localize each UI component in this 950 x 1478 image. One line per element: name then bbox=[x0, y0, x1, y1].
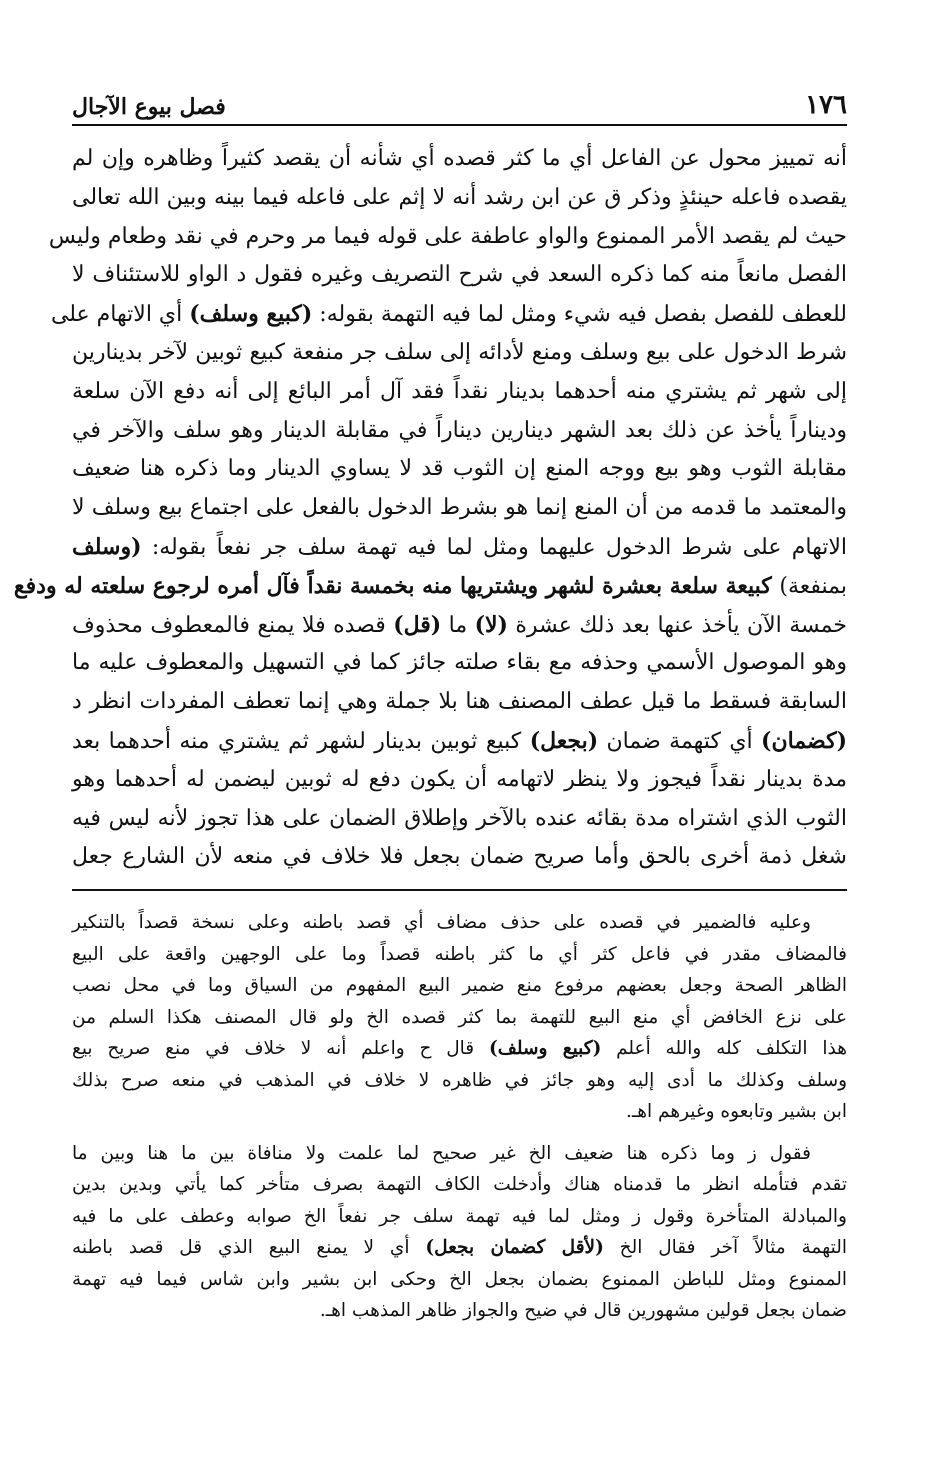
footnote-line: الممنوع ومثل للباطن الممنوع بضمان بجعل الخ وحكى ابن بشير وابن شاس فيما فيه تهمة bbox=[72, 1268, 847, 1290]
main-text-line: بمنفعة) كبيعة سلعة بعشرة لشهر ويشتريها منه بخمسة نقداً فآل أمره لرجوع سلعته له ودفع bbox=[13, 572, 847, 599]
bold-phrase: (كبيع وسلف) bbox=[488, 1038, 602, 1060]
main-text-line: خمسة الآن يأخذ عنها بعد ذلك عشرة (لا) ما (قل) قصده فلا يمنع فالمعطوف محذوف bbox=[72, 611, 847, 638]
main-text-line: الفصل مانعاً منه كما ذكره السعد في شرح التصريف وغيره فقول د الواو للاستئناف لا bbox=[72, 262, 847, 288]
footnote-line: تقدم فتأمله انظر ما قدمناه هناك وأدخلت الكاف التهمة بصرف متأخر كما يأتي وبدين بدين bbox=[72, 1174, 847, 1196]
main-text-line: للعطف للفصل بفصل فيه شيء ومثل لما فيه التهمة بقوله: (كبيع وسلف) أي الاتهام على bbox=[50, 301, 847, 328]
main-text-line: مدة بدينار نقداً فيجوز ولا ينظر لاتهامه أن يكون دفع له ثوبين ليضمن له أحدهما وهو bbox=[72, 766, 847, 792]
footnote-line: وعليه فالضمير في قصده على حذف مضاف أي قصد باطنه وعلى نسخة قصداً بالتنكير bbox=[72, 912, 811, 934]
footnote-line: فقول ز وما ذكره هنا ضعيف الخ غير صحيح لما علمت ولا منافاة بين ما هنا وبين ما bbox=[72, 1142, 811, 1164]
bold-phrase: كبيعة سلعة بعشرة لشهر ويشتريها منه بخمسة نقداً فآل أمره لرجوع سلعته له ودفع bbox=[13, 572, 780, 599]
footnote-line: ضمان بجعل قولين مشهورين قال في ضيح والجواز ظاهر المذهب اهـ. bbox=[319, 1300, 847, 1322]
main-text-line: شغل ذمة أخرى بالحق وأما صريح ضمان بجعل فلا خلاف في منعه لأن الشارع جعل bbox=[72, 844, 847, 870]
main-text-line: يقصده فاعله حينئذٍ وذكر ق عن ابن رشد أنه لا إثم على فاعله فيما بينه وبين الله تعالى bbox=[72, 184, 847, 210]
footnotes bbox=[72, 907, 847, 1327]
footnote-line: على نزع الخافض أي منع البيع للتهمة بما كثر قصده الخ ولو قال المصنف هكذا السلم من bbox=[72, 1006, 847, 1028]
main-text-line: (كضمان) أي كتهمة ضمان (بجعل) كبيع ثوبين بدينار لشهر ثم يشتري منه أحدهما بعد bbox=[72, 727, 847, 754]
main-text-body bbox=[13, 140, 847, 877]
footnote-line: الظاهر الصحة وجعل بعضهم مرفوع منع ضمير البيع المفهوم من السياق وما في محل نصب bbox=[72, 975, 847, 997]
footnote-paragraph bbox=[72, 1138, 847, 1327]
bold-phrase: (لأقل كضمان بجعل) bbox=[425, 1237, 604, 1259]
main-text-line: وهو الموصول الأسمي وحذفه مع بقاء صلته جائز كما في التسهيل والمعطوف عليه ما bbox=[72, 650, 847, 676]
main-text-line: والمعتمد ما قدمه من أن المنع إنما هو بشرط الدخول بالفعل على اجتماع بيع وسلف لا bbox=[72, 495, 847, 521]
footnote-line: وسلف وكذلك ما أدى إليه وهو جائز في ظاهره لا خلاف في المذهب في منعه صرح بذلك bbox=[72, 1069, 847, 1091]
main-text-line: مقابلة الثوب وهو بيع ووجه المنع إن الثوب قد لا يساوي الدينار وما ذكره هنا ضعيف bbox=[72, 456, 847, 482]
footnote-line: ابن بشير وتابعوه وغيرهم اهـ. bbox=[625, 1101, 847, 1123]
book-page bbox=[13, 80, 847, 1327]
footnote-line: التهمة مثالاً آخر فقال الخ (لأقل كضمان بجعل) أي لا يمنع البيع الذي قل قصد باطنه bbox=[72, 1237, 847, 1259]
bold-phrase: (قل) bbox=[393, 611, 442, 638]
main-text-line: إلى شهر ثم يشتري منه أحدهما بدينار نقداً فقد آل أمر البائع إلى أنه دفع الآن سلعة bbox=[72, 378, 847, 404]
footnote-line: والمبادلة المتأخرة وقول ز ومثل لما فيه تهمة سلف جر نفعاً الخ صوابه وعطف على ما فيه bbox=[72, 1205, 847, 1227]
main-text-line: الثوب الذي اشتراه مدة بقائه عنده بالآخر وإطلاق الضمان على هذا تجوز لأنه ليس فيه bbox=[72, 805, 847, 831]
main-text-line: شرط الدخول على بيع وسلف ومنع لأدائه إلى سلف جر منفعة كبيع ثوبين لآخر بدينارين bbox=[72, 339, 847, 365]
page-number: ١٧٦ bbox=[805, 90, 847, 120]
running-title: فصل بيوع الآجال bbox=[72, 94, 226, 120]
footnote-separator bbox=[72, 889, 847, 891]
bold-phrase: (كضمان) bbox=[761, 727, 847, 754]
bold-phrase: (لا) bbox=[474, 611, 508, 638]
footnote-line: فالمضاف مقدر في فاعل كثر أي ما كثر باطنه قصداً وما على الوجهين واقعة على البيع bbox=[72, 943, 847, 965]
page-header bbox=[72, 80, 847, 126]
footnote-paragraph bbox=[72, 907, 847, 1128]
bold-phrase: (بجعل) bbox=[529, 727, 599, 754]
main-text-line: حيث لم يقصد الأمر الممنوع والواو عاطفة على قوله فيما مر وحرم في نقد وطعام وليس bbox=[48, 223, 847, 249]
bold-phrase: (كبيع وسلف) bbox=[189, 301, 313, 328]
footnote-line: هذا التكلف كله والله أعلم (كبيع وسلف) قال ح واعلم أنه لا خلاف في منع صريح بيع bbox=[72, 1038, 847, 1060]
main-text-line: وديناراً يأخذ عن ذلك بعد الشهر دينارين ديناراً في مقابلة الدينار وهو سلف والآخر في bbox=[72, 417, 847, 443]
bold-phrase: (وسلف bbox=[72, 533, 142, 560]
main-text-line: السابقة فسقط ما قيل عطف المصنف هنا بلا جملة وهي إنما تعطف المفردات انظر د bbox=[72, 689, 847, 715]
main-text-line: الاتهام على شرط الدخول عليهما ومثل لما فيه تهمة سلف جر نفعاً بقوله: (وسلف bbox=[72, 533, 847, 560]
main-text-line: أنه تمييز محول عن الفاعل أي ما كثر قصده أي شأنه أن يقصد كثيراً وظاهره وإن لم bbox=[72, 146, 847, 171]
